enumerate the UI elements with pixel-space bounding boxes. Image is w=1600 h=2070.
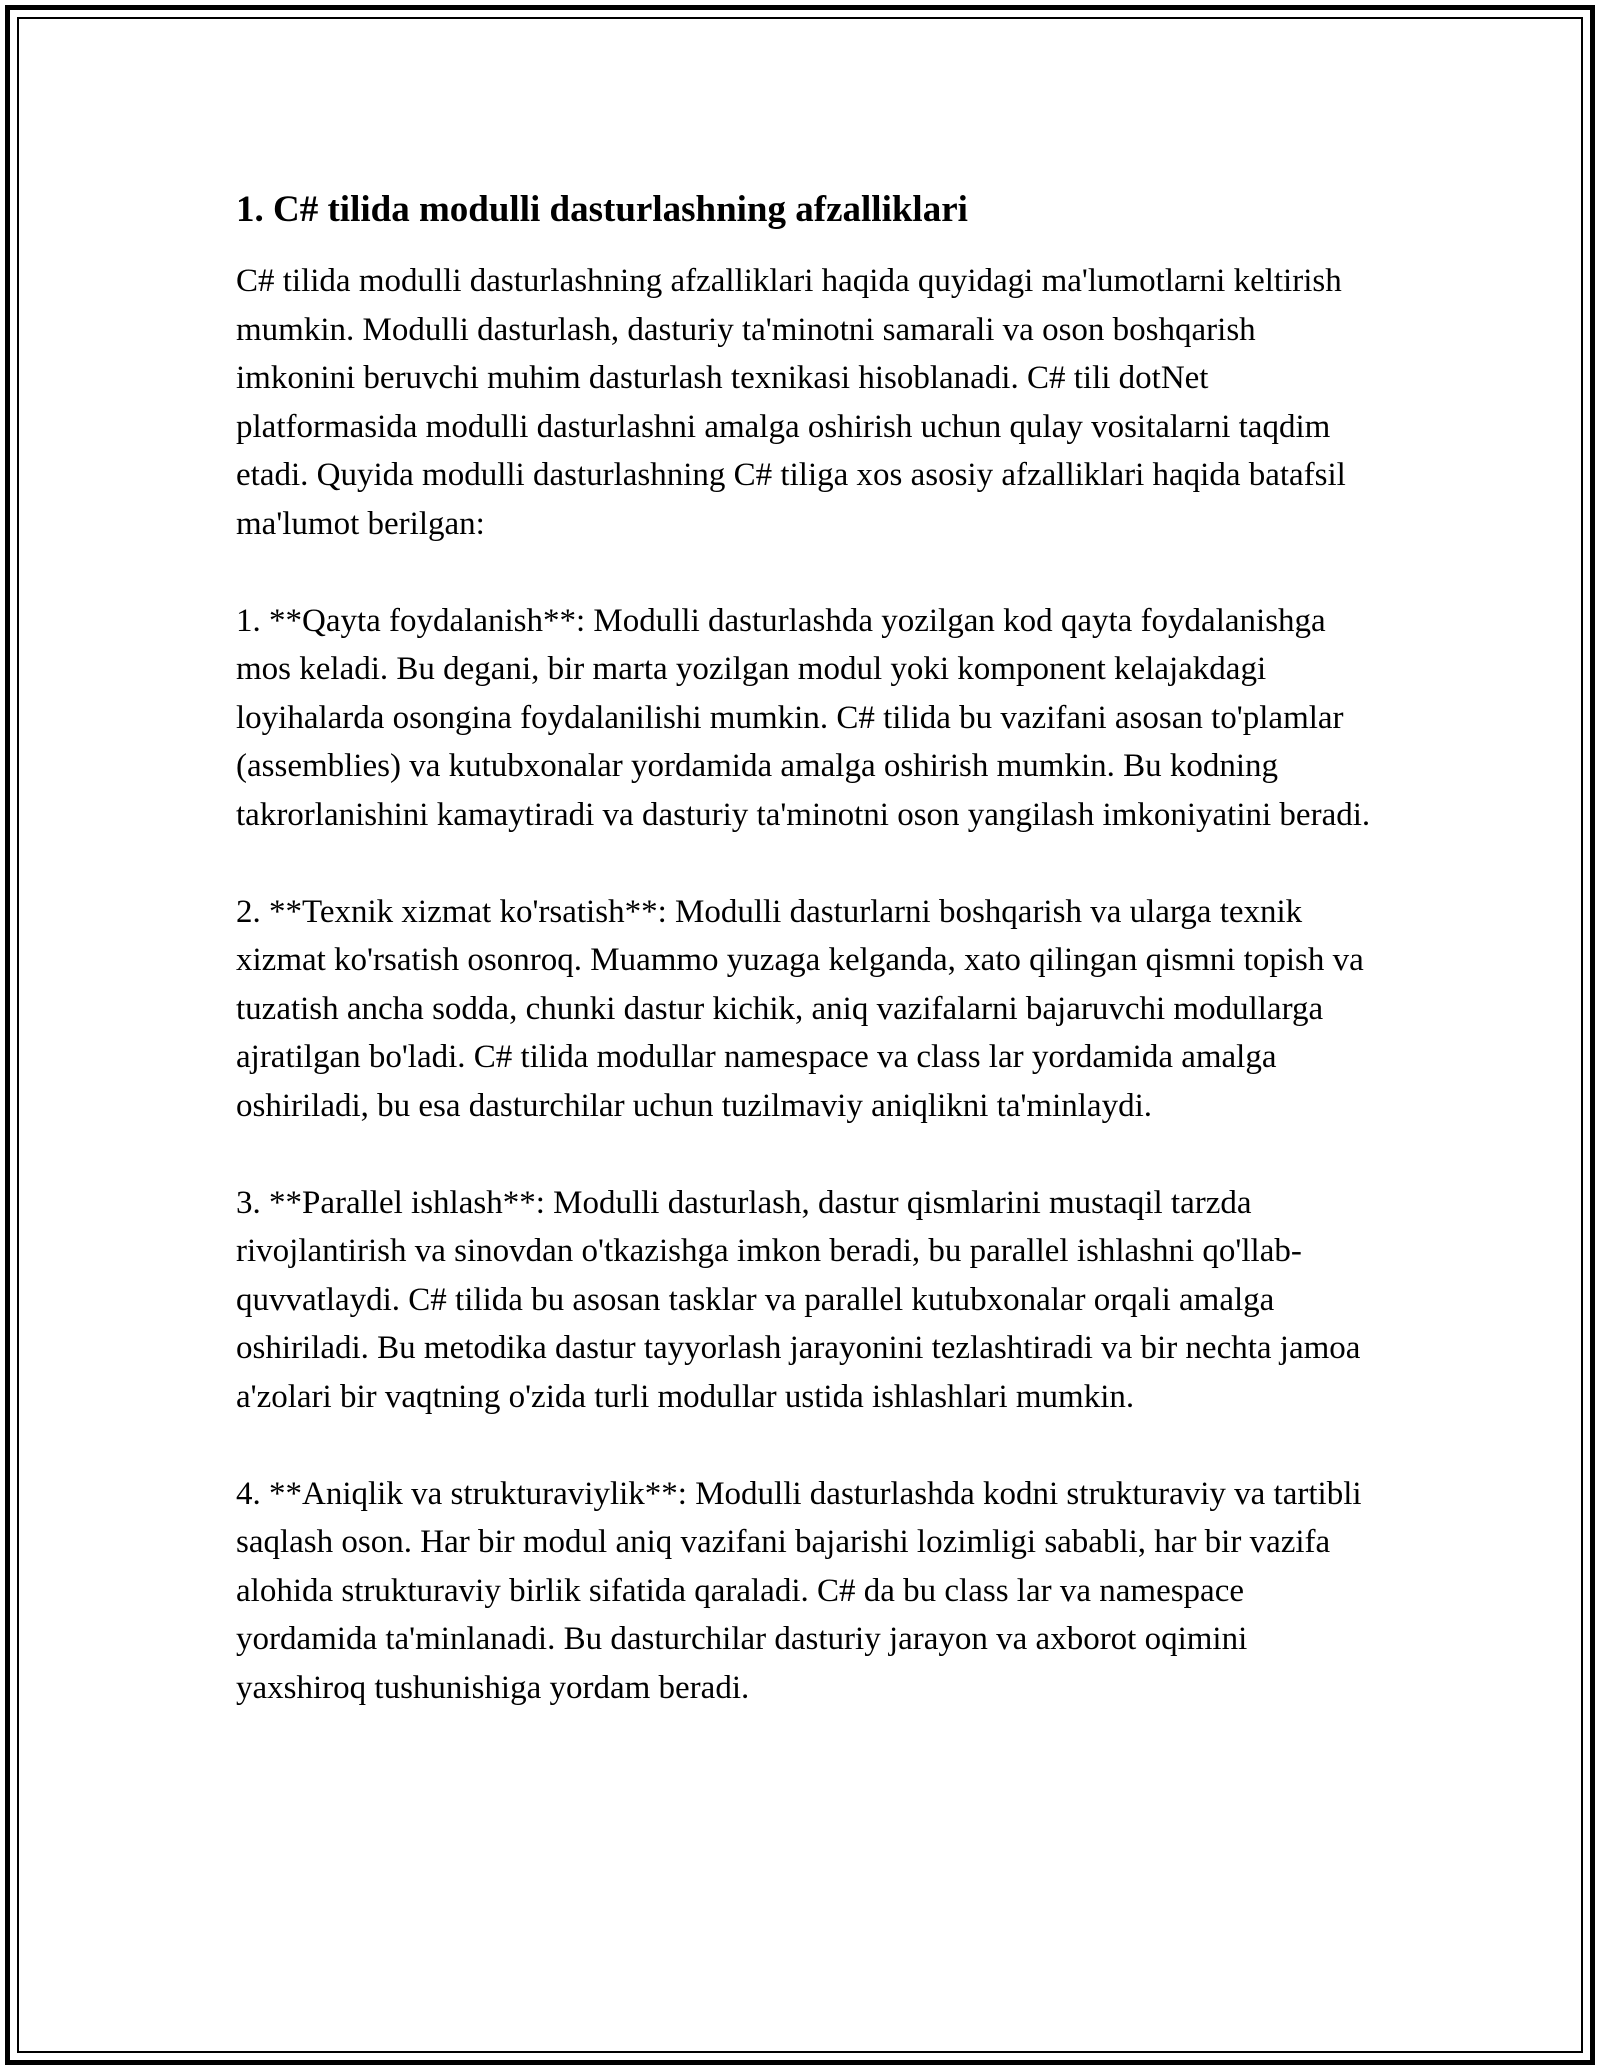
document-body (236, 186, 1376, 1761)
paragraph-maintenance: 2. **Texnik xizmat ko'rsatish**: Modulli dasturlarni boshqarish va ularga texnik xizmat ko'rsatish osonroq. Muammo yuzaga kelganda, xato qilingan qismni topish va tuzatish ancha sodda, chunki dastur kichik, aniq vazifalarni bajaruvchi modullarga ajratilgan bo'ladi. C# tilida modullar namespace va class lar yordamida amalga oshiriladi, bu esa dasturchilar uchun tuzilmaviy aniqlikni ta'minlaydi. (236, 893, 1364, 1124)
intro-paragraph: C# tilida modulli dasturlashning afzalliklari haqida quyidagi ma'lumotlarni keltirish mumkin. Modulli dasturlash, dasturiy ta'minotni samarali va oson boshqarish imkonini beruvchi muhim dasturlash texnikasi hisoblanadi. C# tili dotNet platformasida modulli dasturlashni amalga oshirish uchun qulay vositalarni taqdim etadi. Quyida modulli dasturlashning C# tiliga xos asosiy afzalliklari haqida batafsil ma'lumot berilgan: (236, 263, 1346, 542)
paragraph-structure: 4. **Aniqlik va strukturaviylik**: Modulli dasturlashda kodni strukturaviy va tartibli saqlash oson. Har bir modul aniq vazifani bajarishi lozimligi sababli, har bir vazifa alohida strukturaviy birlik sifatida qaraladi. C# da bu class lar va namespace yordamida ta'minlanadi. Bu dasturchilar dasturiy jarayon va axborot oqimini yaxshiroq tushunishiga yordam beradi. (236, 1475, 1362, 1706)
paragraph-reuse: 1. **Qayta foydalanish**: Modulli dasturlashda yozilgan kod qayta foydalanishga mos keladi. Bu degani, bir marta yozilgan modul yoki komponent kelajakdagi loyihalarda osongina foydalanilishi mumkin. C# tilida bu vazifani asosan to'plamlar (assemblies) va kutubxonalar yordamida amalga oshirish mumkin. Bu kodning takrorlanishini kamaytiradi va dasturiy ta'minotni oson yangilash imkoniyatini beradi. (236, 602, 1371, 833)
paragraph-parallel: 3. **Parallel ishlash**: Modulli dasturlash, dastur qismlarini mustaqil tarzda rivojlantirish va sinovdan o'tkazishga imkon beradi, bu parallel ishlashni qo'llab-quvvatlaydi. C# tilida bu asosan tasklar va parallel kutubxonalar orqali amalga oshiriladi. Bu metodika dastur tayyorlash jarayonini tezlashtiradi va bir nechta jamoa a'zolari bir vaqtning o'zida turli modullar ustida ishlashlari mumkin. (236, 1184, 1361, 1415)
page-title: 1. C# tilida modulli dasturlashning afzalliklari (236, 189, 968, 230)
